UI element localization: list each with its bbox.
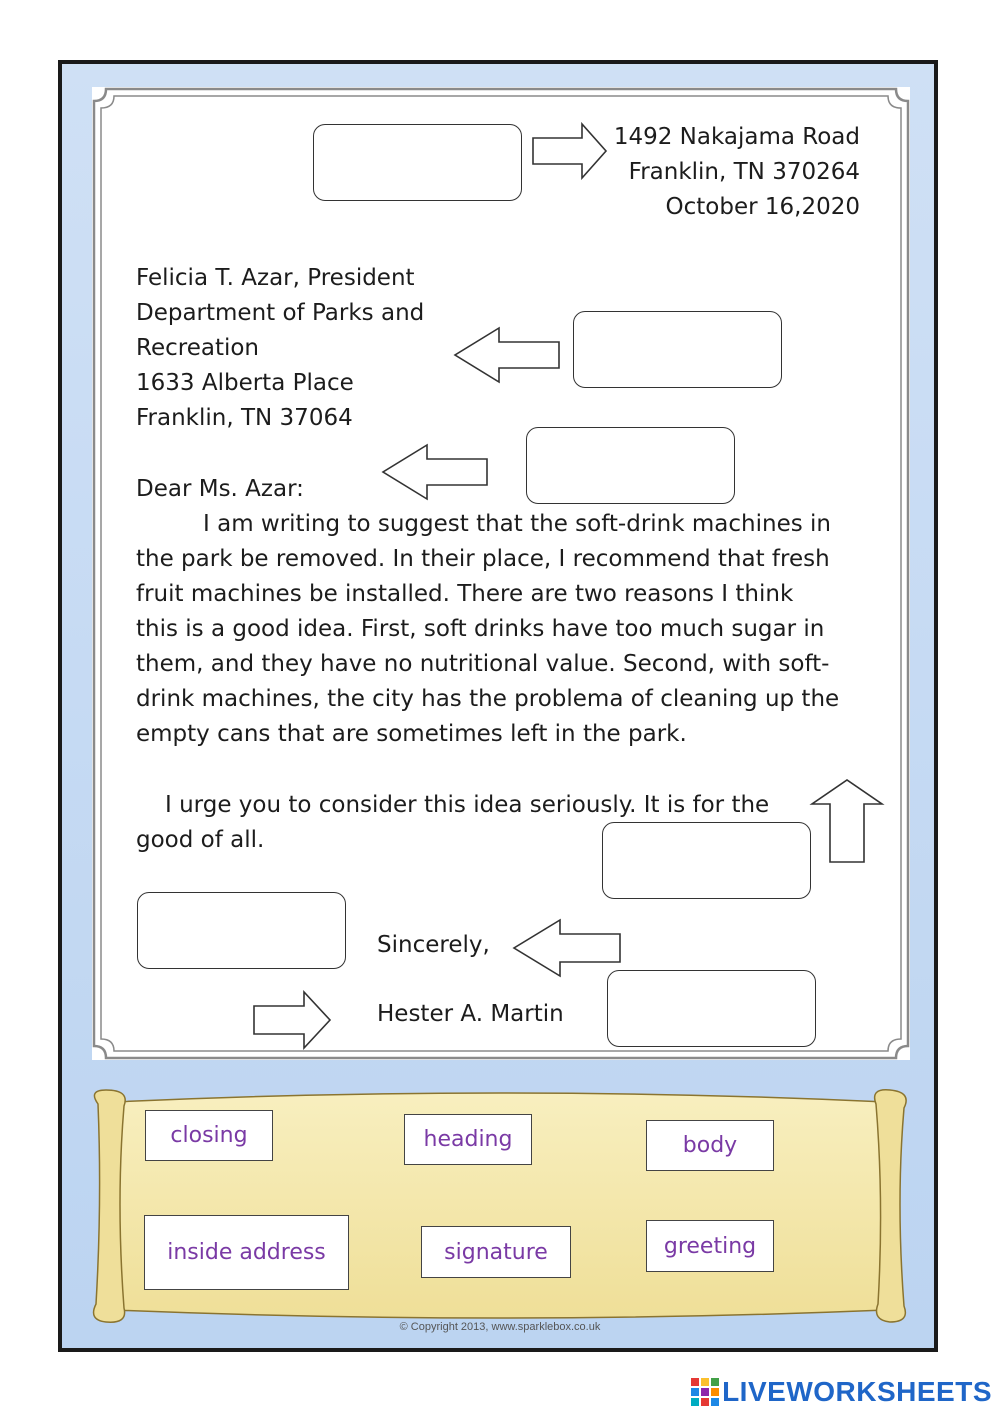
word-card-closing[interactable]: closing: [145, 1110, 273, 1161]
word-card-heading[interactable]: heading: [404, 1114, 532, 1165]
heading-line-1: 1492 Nakajama Road: [613, 124, 860, 150]
answer-box-greeting[interactable]: [526, 427, 735, 504]
greeting-text: Dear Ms. Azar:: [136, 476, 304, 502]
arrow-right-icon: [252, 990, 332, 1050]
word-card-inside-address[interactable]: inside address: [144, 1215, 349, 1290]
answer-box-signature[interactable]: [137, 892, 346, 969]
signature-text: Hester A. Martin: [377, 1001, 564, 1027]
body-line-1: I am writing to suggest that the soft-drink machines in: [203, 511, 831, 537]
answer-box-closing[interactable]: [607, 970, 816, 1047]
word-card-greeting[interactable]: greeting: [646, 1220, 774, 1272]
brand-text: LIVEWORKSHEETS: [722, 1376, 992, 1407]
closing-text: Sincerely,: [377, 932, 490, 958]
heading-line-3: October 16,2020: [665, 194, 860, 220]
arrow-left-icon: [453, 326, 561, 384]
body-line-6: drink machines, the city has the problema of cleaning up the: [136, 686, 840, 712]
body-line-8: I urge you to consider this idea seriously. It is for the: [165, 792, 770, 818]
inside-address-line-5: Franklin, TN 37064: [136, 405, 353, 431]
heading-line-2: Franklin, TN 370264: [628, 159, 860, 185]
body-line-9: good of all.: [136, 827, 265, 853]
answer-box-body[interactable]: [602, 822, 811, 899]
word-card-body[interactable]: body: [646, 1120, 774, 1171]
brand-logo: [690, 1376, 992, 1408]
word-card-signature[interactable]: signature: [421, 1226, 571, 1278]
arrow-left-icon: [512, 918, 622, 978]
body-line-3: fruit machines be installed. There are two reasons I think: [136, 581, 794, 607]
body-line-2: the park be removed. In their place, I recommend that fresh: [136, 546, 830, 572]
body-line-4: this is a good idea. First, soft drinks have too much sugar in: [136, 616, 825, 642]
inside-address-line-1: Felicia T. Azar, President: [136, 265, 415, 291]
inside-address-line-2: Department of Parks and: [136, 300, 425, 326]
body-line-5: them, and they have no nutritional value. Second, with soft-: [136, 651, 830, 677]
copyright-text: © Copyright 2013, www.sparklebox.co.uk: [399, 1321, 601, 1333]
answer-box-inside-address[interactable]: [573, 311, 782, 388]
arrow-right-icon: [532, 122, 608, 180]
inside-address-line-4: 1633 Alberta Place: [136, 370, 354, 396]
body-line-7: empty cans that are sometimes left in the park.: [136, 721, 687, 747]
arrow-up-icon: [809, 778, 885, 864]
inside-address-line-3: Recreation: [136, 335, 259, 361]
arrow-left-icon: [381, 443, 489, 501]
answer-box-heading[interactable]: [313, 124, 522, 201]
liveworksheets-logo-icon: [690, 1377, 720, 1407]
